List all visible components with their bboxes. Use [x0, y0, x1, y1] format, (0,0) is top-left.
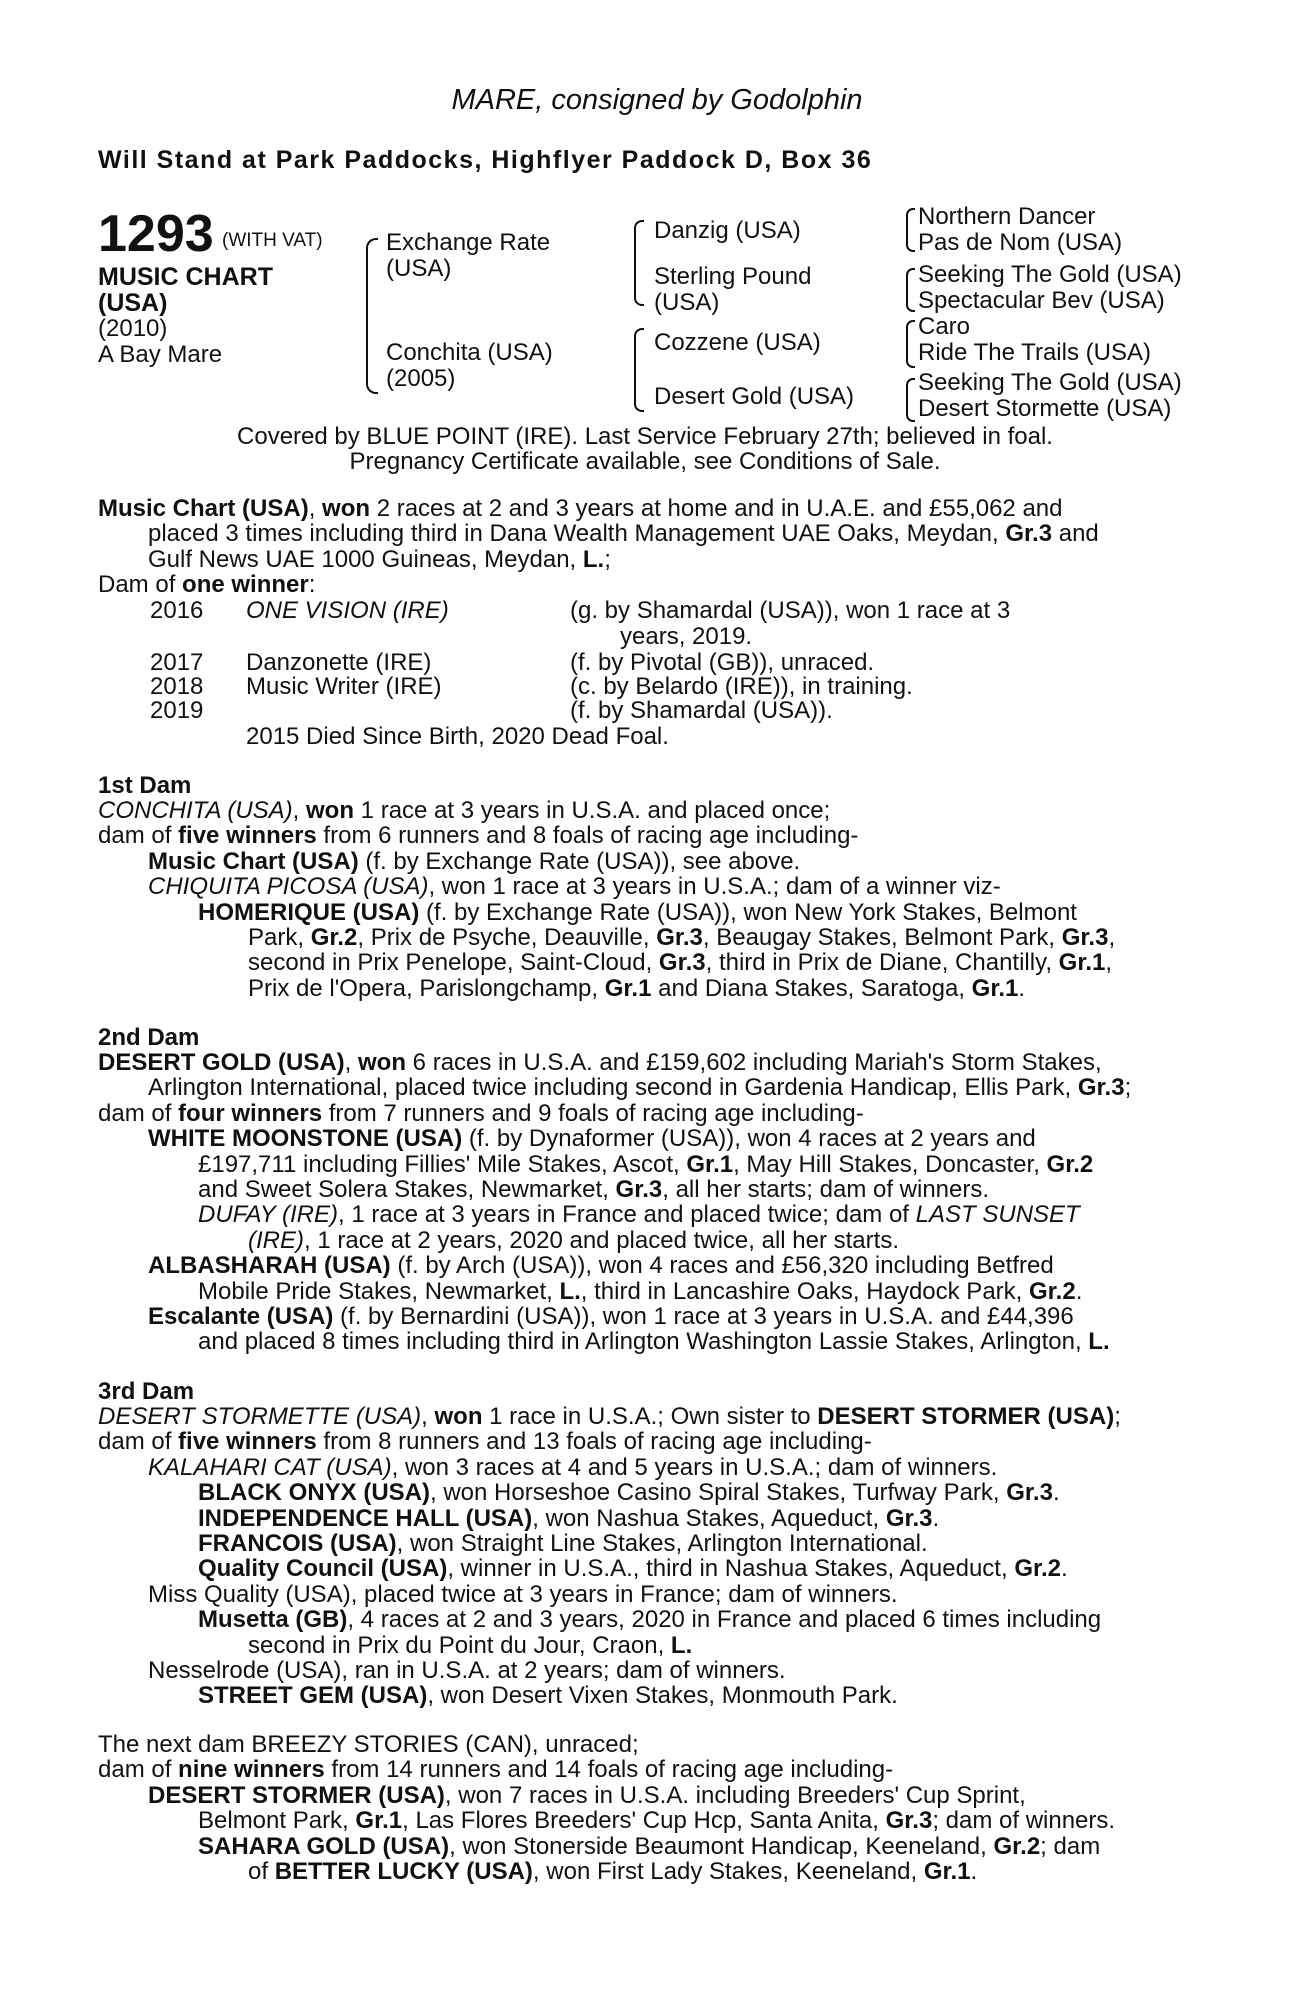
- section-heading-2nd-dam: 2nd Dam: [98, 1024, 200, 1051]
- produce-row: 2016: [150, 597, 204, 624]
- second-dam-text: DESERT GOLD (USA), won 6 races in U.S.A. and £159,602 including Mariah's Storm Stakes, Arlington International, placed twice including second in Gardenia Handicap, Ellis Park, Gr.3; dam of four winners from 7 runners and 9 foals of racing age including- WHITE MOONSTONE (USA) (f. by Dynaformer (USA)), won 4 races at 2 years and £197,711 including Fillies' Mile Stakes, Ascot, Gr.1, May Hill Stakes, Doncaster, Gr.2 and Sweet Solera Stakes, Newmarket, Gr.3, all her starts; dam of winners. DUFAY (IRE), 1 race at 3 years in France and placed twice; dam of LAST SUNSET (IRE), 1 race at 2 years, 2020 and placed twice, all her starts. ALBASHARAH (USA) (f. by Arch (USA)), won 4 races and £56,320 including Betfred Mobile Pride Stakes, Newmarket, L., third in Lancashire Oaks, Haydock Park, Gr.2. Escalante (USA) (f. by Bernardini (USA)), won 1 race at 3 years in U.S.A. and £44,396 and placed 8 times including third in Arlington Washington Lassie Stakes, Arlington, L.: [98, 1049, 1132, 1356]
- pedigree-sdd: Spectacular Bev (USA): [918, 287, 1165, 314]
- pedigree-sss: Northern Dancer: [918, 203, 1096, 230]
- produce-note: 2015 Died Since Birth, 2020 Dead Foal.: [246, 723, 669, 750]
- pedigree-dam: Conchita (USA) (2005): [386, 339, 553, 392]
- produce-name: Music Writer (IRE): [246, 673, 442, 700]
- stand-location: Will Stand at Park Paddocks, Highflyer Paddock D, Box 36: [98, 146, 873, 174]
- pedigree-brace-sire: [634, 220, 644, 306]
- pedigree-brace-3b: [906, 268, 915, 312]
- pedigree-sire: Exchange Rate (USA): [386, 229, 551, 282]
- produce-row: 2019: [150, 697, 204, 724]
- pedigree-sire-dam: Sterling Pound (USA): [654, 263, 812, 316]
- pedigree-dss: Caro: [918, 313, 971, 340]
- pedigree-ssd: Pas de Nom (USA): [918, 229, 1123, 256]
- pedigree-brace-3d: [906, 378, 915, 422]
- next-dam-text: The next dam BREEZY STORIES (CAN), unraced; dam of nine winners from 14 runners and 14 foals of racing age including- DESERT STORMER (USA), won 7 races in U.S.A. including Breeders' Cup Sprint, Belmont Park, Gr.1, Las Flores Breeders' Cup Hcp, Santa Anita, Gr.3; dam of winners. SAHARA GOLD (USA), won Stonerside Beaumont Handicap, Keeneland, Gr.2; dam of BETTER LUCKY (USA), won First Lady Stakes, Keeneland, Gr.1.: [98, 1731, 1116, 1886]
- pedigree-brace-main: [366, 238, 378, 394]
- pedigree-dam-sire: Cozzene (USA): [654, 329, 821, 356]
- horse-summary: Music Chart (USA), won 2 races at 2 and 3 years at home and in U.A.E. and £55,062 and placed 3 times including third in Dana Wealth Management UAE Oaks, Meydan, Gr.3 and Gulf News UAE 1000 Guineas, Meydan, L.; Dam of one winner:: [98, 495, 1099, 599]
- produce-name: ONE VISION (IRE): [246, 597, 449, 624]
- pedigree-brace-3a: [906, 208, 915, 252]
- horse-year: (2010) A Bay Mare: [98, 315, 223, 368]
- vat-note: (WITH VAT): [222, 230, 323, 251]
- produce-row: 2017: [150, 649, 204, 676]
- produce-info: (f. by Shamardal (USA)).: [570, 697, 833, 724]
- pedigree-sds: Seeking The Gold (USA): [918, 261, 1182, 288]
- pedigree-brace-dam: [634, 328, 644, 412]
- produce-info: (g. by Shamardal (USA)), won 1 race at 3: [570, 597, 1011, 624]
- pedigree-dsd: Ride The Trails (USA): [918, 339, 1151, 366]
- first-dam-text: CONCHITA (USA), won 1 race at 3 years in U.S.A. and placed once; dam of five winners from 6 runners and 8 foals of racing age including- Music Chart (USA) (f. by Exchange Rate (USA)), see above. CHIQUITA PICOSA (USA), won 1 race at 3 years in U.S.A.; dam of a winner viz- HOMERIQUE (USA) (f. by Exchange Rate (USA)), won New York Stakes, Belmont Park, Gr.2, Prix de Psyche, Deauville, Gr.3, Beaugay Stakes, Belmont Park, Gr.3, second in Prix Penelope, Saint-Cloud, Gr.3, third in Prix de Diane, Chantilly, Gr.1, Prix de l'Opera, Parislongchamp, Gr.1 and Diana Stakes, Saratoga, Gr.1.: [98, 797, 1116, 1002]
- third-dam-text: DESERT STORMETTE (USA), won 1 race in U.S.A.; Own sister to DESERT STORMER (USA); dam of five winners from 8 runners and 13 foals of racing age including- KALAHARI CAT (USA), won 3 races at 4 and 5 years in U.S.A.; dam of winners. BLACK ONYX (USA), won Horseshoe Casino Spiral Stakes, Turfway Park, Gr.3. INDEPENDENCE HALL (USA), won Nashua Stakes, Aqueduct, Gr.3. FRANCOIS (USA), won Straight Line Stakes, Arlington International. Quality Council (USA), winner in U.S.A., third in Nashua Stakes, Aqueduct, Gr.2. Miss Quality (USA), placed twice at 3 years in France; dam of winners. Musetta (GB), 4 races at 2 and 3 years, 2020 in France and placed 6 times including second in Prix du Point du Jour, Craon, L. Nesselrode (USA), ran in U.S.A. at 2 years; dam of winners. STREET GEM (USA), won Desert Vixen Stakes, Monmouth Park.: [98, 1403, 1121, 1710]
- section-heading-1st-dam: 1st Dam: [98, 772, 192, 799]
- pedigree-dam-dam: Desert Gold (USA): [654, 383, 855, 410]
- pedigree-sire-sire: Danzig (USA): [654, 217, 801, 244]
- section-heading-3rd-dam: 3rd Dam: [98, 1378, 195, 1405]
- page-subtitle: MARE, consigned by Godolphin: [451, 84, 863, 116]
- pedigree-ddd: Desert Stormette (USA): [918, 395, 1172, 422]
- pedigree-brace-3c: [906, 320, 915, 368]
- produce-info: (f. by Pivotal (GB)), unraced.: [570, 649, 875, 676]
- lot-number: 1293: [98, 205, 214, 263]
- produce-info-cont: years, 2019.: [620, 623, 753, 650]
- horse-name: MUSIC CHART (USA): [98, 263, 273, 317]
- covered-note: Covered by BLUE POINT (IRE). Last Service February 27th; believed in foal. Pregnancy Certificate available, see Conditions of Sale.: [237, 423, 1053, 475]
- produce-name: Danzonette (IRE): [246, 649, 432, 676]
- produce-info: (c. by Belardo (IRE)), in training.: [570, 673, 913, 700]
- produce-row: 2018: [150, 673, 204, 700]
- pedigree-dds: Seeking The Gold (USA): [918, 369, 1182, 396]
